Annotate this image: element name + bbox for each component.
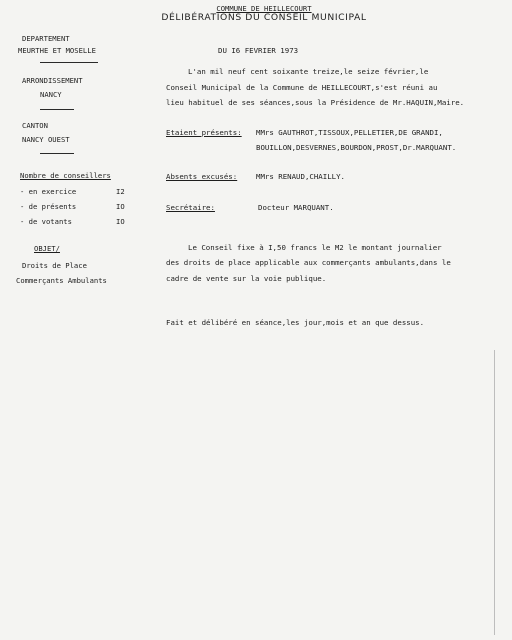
- councillors-title: Nombre de conseillers: [20, 171, 111, 180]
- page-edge: [494, 350, 495, 635]
- absent-value: MMrs RENAUD,CHAILLY.: [256, 172, 345, 181]
- present-line-2: BOUILLON,DESVERNES,BOURDON,PROST,Dr.MARQUANT.: [256, 143, 457, 152]
- divider: [40, 62, 98, 63]
- decision-line-3: cadre de vente sur la voie publique.: [166, 274, 327, 283]
- present-line-1: MMrs GAUTHROT,TISSOUX,PELLETIER,DE GRANDI,: [256, 128, 443, 137]
- councillors-in-office-label: - en exercice: [20, 187, 77, 196]
- councillors-present-value: IO: [116, 202, 125, 211]
- absent-label: Absents excusés:: [166, 172, 238, 181]
- departement-label: DEPARTEMENT: [22, 34, 70, 43]
- arrondissement-value: NANCY: [40, 90, 62, 99]
- divider: [40, 109, 74, 110]
- councillors-voting-label: - de votants: [20, 217, 72, 226]
- present-label: Etaient présents:: [166, 128, 242, 137]
- objet-label: OBJET/: [34, 244, 60, 253]
- decision-line-1: Le Conseil fixe à I,50 francs le M2 le montant journalier: [188, 243, 442, 252]
- secretary-value: Docteur MARQUANT.: [258, 203, 334, 212]
- canton-value: NANCY OUEST: [22, 135, 70, 144]
- objet-line-2: Commerçants Ambulants: [16, 276, 107, 285]
- intro-line-3: lieu habituel de ses séances,sous la Présidence de Mr.HAQUIN,Maire.: [166, 98, 465, 107]
- decision-line-2: des droits de place applicable aux commerçants ambulants,dans le: [166, 258, 451, 267]
- canton-label: CANTON: [22, 121, 48, 130]
- secretary-label: Secrétaire:: [166, 203, 215, 212]
- closing-statement: Fait et délibéré en séance,les jour,mois et an que dessus.: [166, 318, 425, 327]
- councillors-present-label: - de présents: [20, 202, 77, 211]
- divider: [40, 153, 74, 154]
- intro-line-2: Conseil Municipal de la Commune de HEILLECOURT,s'est réuni au: [166, 83, 438, 92]
- commune-header: COMMUNE DE HEILLECOURT: [216, 4, 312, 13]
- departement-value: MEURTHE ET MOSELLE: [18, 46, 96, 55]
- councillors-voting-value: IO: [116, 217, 125, 226]
- meeting-date: DU I6 FEVRIER 1973: [218, 46, 299, 55]
- objet-line-1: Droits de Place: [22, 261, 87, 270]
- councillors-in-office-value: I2: [116, 187, 125, 196]
- intro-line-1: L'an mil neuf cent soixante treize,le seize février,le: [188, 67, 429, 76]
- document-title: DÉLIBÉRATIONS DU CONSEIL MUNICIPAL: [161, 12, 367, 23]
- arrondissement-label: ARRONDISSEMENT: [22, 76, 83, 85]
